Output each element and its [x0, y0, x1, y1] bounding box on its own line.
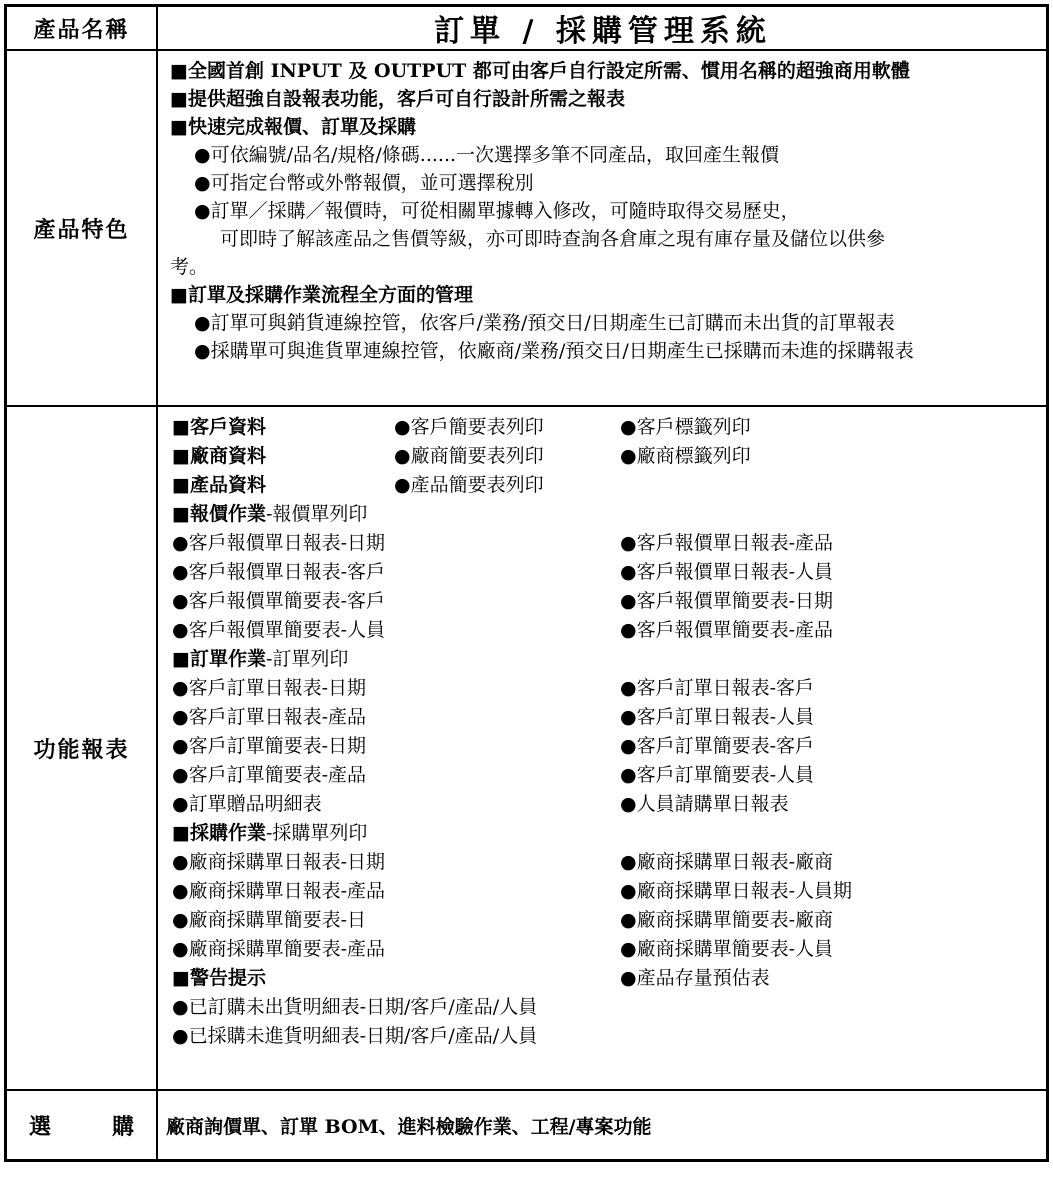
report-item: ●廠商採購單簡要表-人員: [620, 938, 833, 960]
report-item: ●客戶訂單日報表-客戶: [620, 677, 814, 699]
feature-line: ■訂單及採購作業流程全方面的管理: [170, 284, 473, 306]
product-name-cell: [160, 7, 1046, 49]
feature-line: ■快速完成報價、訂單及採購: [170, 116, 416, 138]
report-item: ●訂單贈品明細表: [172, 793, 322, 815]
optional-label: [7, 1091, 158, 1159]
feature-line: ●訂單／採購／報價時，可從相關單據轉入修改，可隨時取得交易歷史，: [194, 200, 800, 222]
feature-line: ●可依編號/品名/規格/條碼......一次選擇多筆不同產品，取回產生報價: [194, 144, 780, 166]
optional-row: [7, 1091, 1046, 1159]
report-item: ●客戶報價單日報表-日期: [172, 532, 385, 554]
product-title: 訂單 / 採購管理系統: [434, 14, 772, 49]
section-heading-bold: ■報價作業: [172, 503, 266, 525]
report-item: ●客戶訂單日報表-日期: [172, 677, 366, 699]
section-heading: [172, 647, 348, 671]
product-spec-table: [4, 4, 1049, 1162]
report-item: ●廠商採購單簡要表-產品: [172, 938, 385, 960]
section-heading-bold: ■採購作業: [172, 822, 266, 844]
report-item: ●已採購未進貨明細表-日期/客戶/產品/人員: [172, 1025, 538, 1047]
reports-row: [7, 407, 1046, 1091]
report-item: ●客戶訂單簡要表-日期: [172, 735, 366, 757]
section-heading: [172, 502, 367, 526]
report-item: ●客戶報價單簡要表-客戶: [172, 590, 385, 612]
reports-label: 功能報表: [7, 407, 158, 1089]
report-item: ■客戶資料: [172, 416, 266, 438]
report-item: ●客戶訂單日報表-產品: [172, 706, 366, 728]
feature-line: ●訂單可與銷貨連線控管，依客戶/業務/預交日/日期產生已訂購而未出貨的訂單報表: [194, 312, 895, 334]
feature-line: ●可指定台幣或外幣報價，並可選擇稅別: [194, 172, 534, 194]
report-item: ●已訂購未出貨明細表-日期/客戶/產品/人員: [172, 996, 538, 1018]
report-item: ●廠商採購單日報表-廠商: [620, 851, 833, 873]
feature-line: 可即時了解該產品之售價等級，亦可即時查詢各倉庫之現有庫存量及儲位以供參: [220, 228, 886, 250]
section-heading: [172, 821, 367, 845]
report-item: ●客戶訂單簡要表-客戶: [620, 735, 814, 757]
feature-line: ■提供超強自設報表功能，客戶可自行設計所需之報表: [170, 88, 625, 110]
features-cell: [160, 51, 1046, 405]
section-heading-rest: -採購單列印: [265, 822, 368, 844]
report-item: ●廠商採購單簡要表-日: [172, 909, 366, 931]
report-item: ■產品資料: [172, 474, 266, 496]
report-item: ●廠商標籤列印: [620, 445, 751, 467]
report-item: ●廠商採購單簡要表-廠商: [620, 909, 833, 931]
report-item: ●人員請購單日報表: [620, 793, 789, 815]
section-heading-rest: -報價單列印: [265, 503, 368, 525]
optional-label-char: 選: [29, 1113, 54, 1140]
report-item: ●客戶訂單日報表-人員: [620, 706, 814, 728]
report-item: ●廠商採購單日報表-產品: [172, 880, 385, 902]
optional-features: 廠商詢價單、訂單 BOM、進料檢驗作業、工程/專案功能: [166, 1115, 652, 1138]
report-item: ●產品存量預估表: [620, 967, 770, 989]
features-row: [7, 51, 1046, 407]
section-heading: ■警告提示: [172, 967, 266, 989]
report-item: ●客戶訂單簡要表-產品: [172, 764, 366, 786]
report-item: ●廠商採購單日報表-日期: [172, 851, 385, 873]
report-item: ■廠商資料: [172, 445, 266, 467]
report-item: ●客戶標籤列印: [620, 416, 751, 438]
report-item: ●客戶報價單簡要表-產品: [620, 619, 833, 641]
report-item: ●客戶報價單簡要表-人員: [172, 619, 385, 641]
report-item: ●客戶報價單日報表-人員: [620, 561, 833, 583]
report-item: ●客戶簡要表列印: [394, 416, 544, 438]
feature-line: ●採購單可與進貨單連線控管，依廠商/業務/預交日/日期產生已採購而未進的採購報表: [194, 340, 914, 362]
section-heading-bold: ■訂單作業: [172, 648, 266, 670]
optional-label-char: 購: [111, 1113, 136, 1140]
feature-line: ■全國首創 INPUT 及 OUTPUT 都可由客戶自行設定所需、慣用名稱的超強商用軟體: [170, 60, 910, 82]
report-item: ●客戶訂單簡要表-人員: [620, 764, 814, 786]
product-name-label: 產品名稱: [7, 7, 158, 49]
report-item: ●客戶報價單簡要表-日期: [620, 590, 833, 612]
product-name-row: [7, 7, 1046, 51]
report-item: ●廠商簡要表列印: [394, 445, 544, 467]
report-item: ●廠商採購單日報表-人員期: [620, 880, 852, 902]
report-item: ●客戶報價單日報表-客戶: [172, 561, 385, 583]
report-item: ●客戶報價單日報表-產品: [620, 532, 833, 554]
optional-cell: [160, 1091, 1046, 1159]
report-item: ●產品簡要表列印: [394, 474, 544, 496]
reports-cell: [160, 407, 1046, 1089]
feature-line: 考。: [170, 256, 209, 278]
features-label: 產品特色: [7, 51, 158, 405]
section-heading-rest: -訂單列印: [265, 648, 349, 670]
